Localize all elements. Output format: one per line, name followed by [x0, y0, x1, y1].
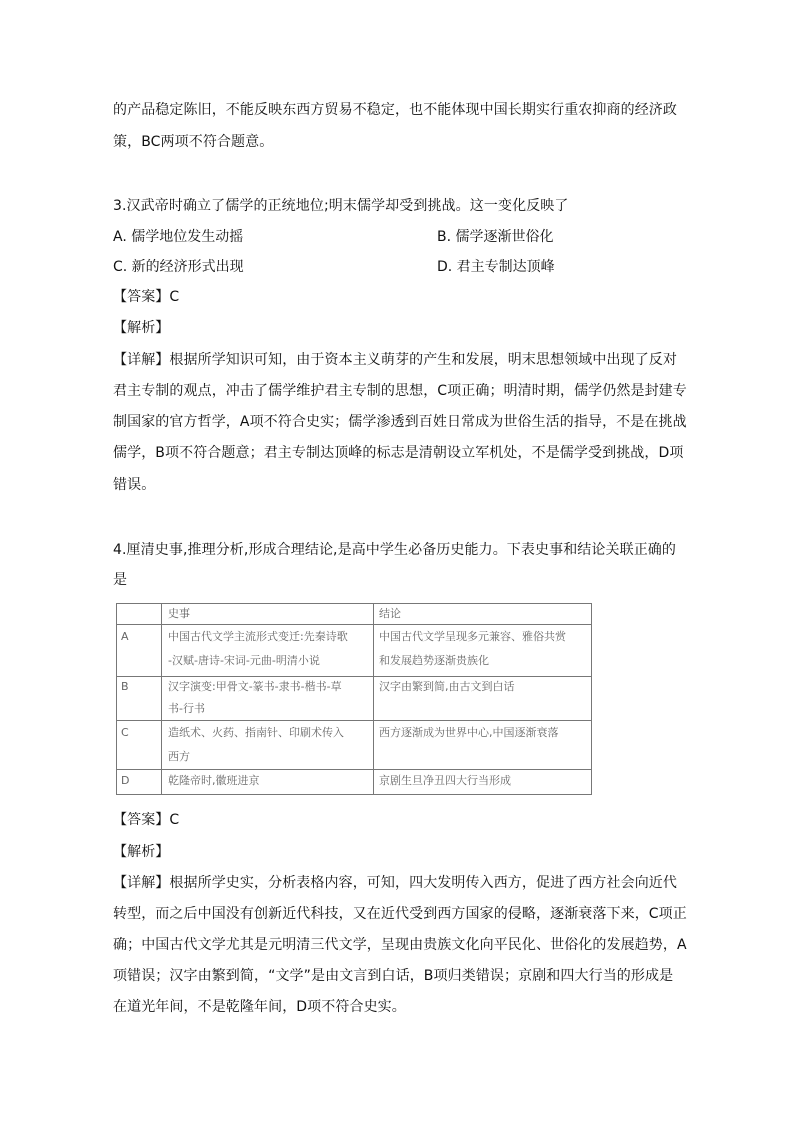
- detail-line: 儒学，B项不符合题意；君主专制达顶峰的标志是清朝设立军机处，不是儒学受到挑战，D项: [113, 445, 684, 461]
- table-header-conclusion: 结论: [379, 607, 401, 620]
- option-b: B. 儒学逐渐世俗化: [437, 229, 554, 245]
- detail-line: 君主专制的观点，冲击了儒学维护君主专制的思想，C项正确；明清时期，儒学仍然是封建专: [113, 383, 687, 399]
- question-3-stem: 3.汉武帝时确立了儒学的正统地位;明末儒学却受到挑战。这一变化反映了: [113, 198, 569, 214]
- question-4-stem: 是: [113, 572, 128, 588]
- table-cell-fact: 汉字演变:甲骨文-篆书-隶书-楷书-草: [168, 680, 342, 693]
- detail-line: 【详解】根据所学知识可知，由于资本主义萌芽的产生和发展，明末思想领域中出现了反对: [113, 352, 677, 368]
- analysis-label: 【解析】: [113, 320, 170, 336]
- table-header-fact: 史事: [168, 607, 190, 620]
- option-d: D. 君主专制达顶峰: [437, 259, 555, 275]
- option-a: A. 儒学地位发生动摇: [113, 229, 244, 245]
- option-c: C. 新的经济形式出现: [113, 259, 244, 275]
- paragraph-line: 的产品稳定陈旧，不能反映东西方贸易不稳定，也不能体现中国长期实行重农抑商的经济政: [113, 102, 677, 118]
- table-row-key: D: [121, 774, 130, 787]
- answer-label: 【答案】C: [113, 812, 180, 828]
- table-cell-conclusion: 京剧生旦净丑四大行当形成: [379, 774, 511, 787]
- answer-label: 【答案】C: [113, 289, 180, 305]
- detail-line: 项错误；汉字由繁到简，“文学”是由文言到白话，B项归类错误；京剧和四大行当的形成是: [113, 968, 674, 984]
- detail-line: 错误。: [113, 477, 156, 493]
- detail-line: 制国家的官方哲学，A项不符合史实；儒学渗透到百姓日常成为世俗生活的指导，不是在挑战: [113, 414, 687, 430]
- question-4-stem: 4.厘清史事,推理分析,形成合理结论,是高中学生必备历史能力。下表史事和结论关联正确的: [113, 542, 677, 558]
- table-cell-fact: 西方: [168, 750, 190, 763]
- table-cell-conclusion: 西方逐渐成为世界中心,中国逐渐衰落: [379, 726, 559, 739]
- detail-line: 在道光年间，不是乾隆年间，D项不符合史实。: [113, 999, 406, 1015]
- history-table: [116, 603, 592, 795]
- detail-line: 【详解】根据所学史实，分析表格内容，可知，四大发明传入西方，促进了西方社会向近代: [113, 875, 677, 891]
- table-cell-fact: 乾隆帝时,徽班进京: [168, 774, 260, 787]
- table-cell-conclusion: 汉字由繁到简,由古文到白话: [379, 680, 515, 693]
- table-cell-conclusion: 和发展趋势逐渐贵族化: [379, 654, 489, 667]
- table-cell-fact: 书-行书: [168, 702, 205, 715]
- detail-line: 转型，而之后中国没有创新近代科技，又在近代受到西方国家的侵略，逐渐衰落下来，C项正: [113, 906, 687, 922]
- table-cell-fact: 造纸术、火药、指南针、印刷术传入: [168, 726, 344, 739]
- detail-line: 确；中国古代文学尤其是元明清三代文学，呈现由贵族文化向平民化、世俗化的发展趋势，A: [113, 937, 687, 953]
- table-row-key: C: [121, 726, 129, 739]
- table-row-key: B: [121, 680, 129, 693]
- analysis-label: 【解析】: [113, 844, 170, 860]
- table-cell-fact: -汉赋-唐诗-宋词-元曲-明清小说: [168, 654, 320, 667]
- table-cell-fact: 中国古代文学主流形式变迁:先秦诗歌: [168, 630, 348, 643]
- table-cell-conclusion: 中国古代文学呈现多元兼容、雅俗共赏: [379, 630, 566, 643]
- table-row-key: A: [121, 630, 129, 643]
- paragraph-line: 策，BC两项不符合题意。: [113, 134, 274, 150]
